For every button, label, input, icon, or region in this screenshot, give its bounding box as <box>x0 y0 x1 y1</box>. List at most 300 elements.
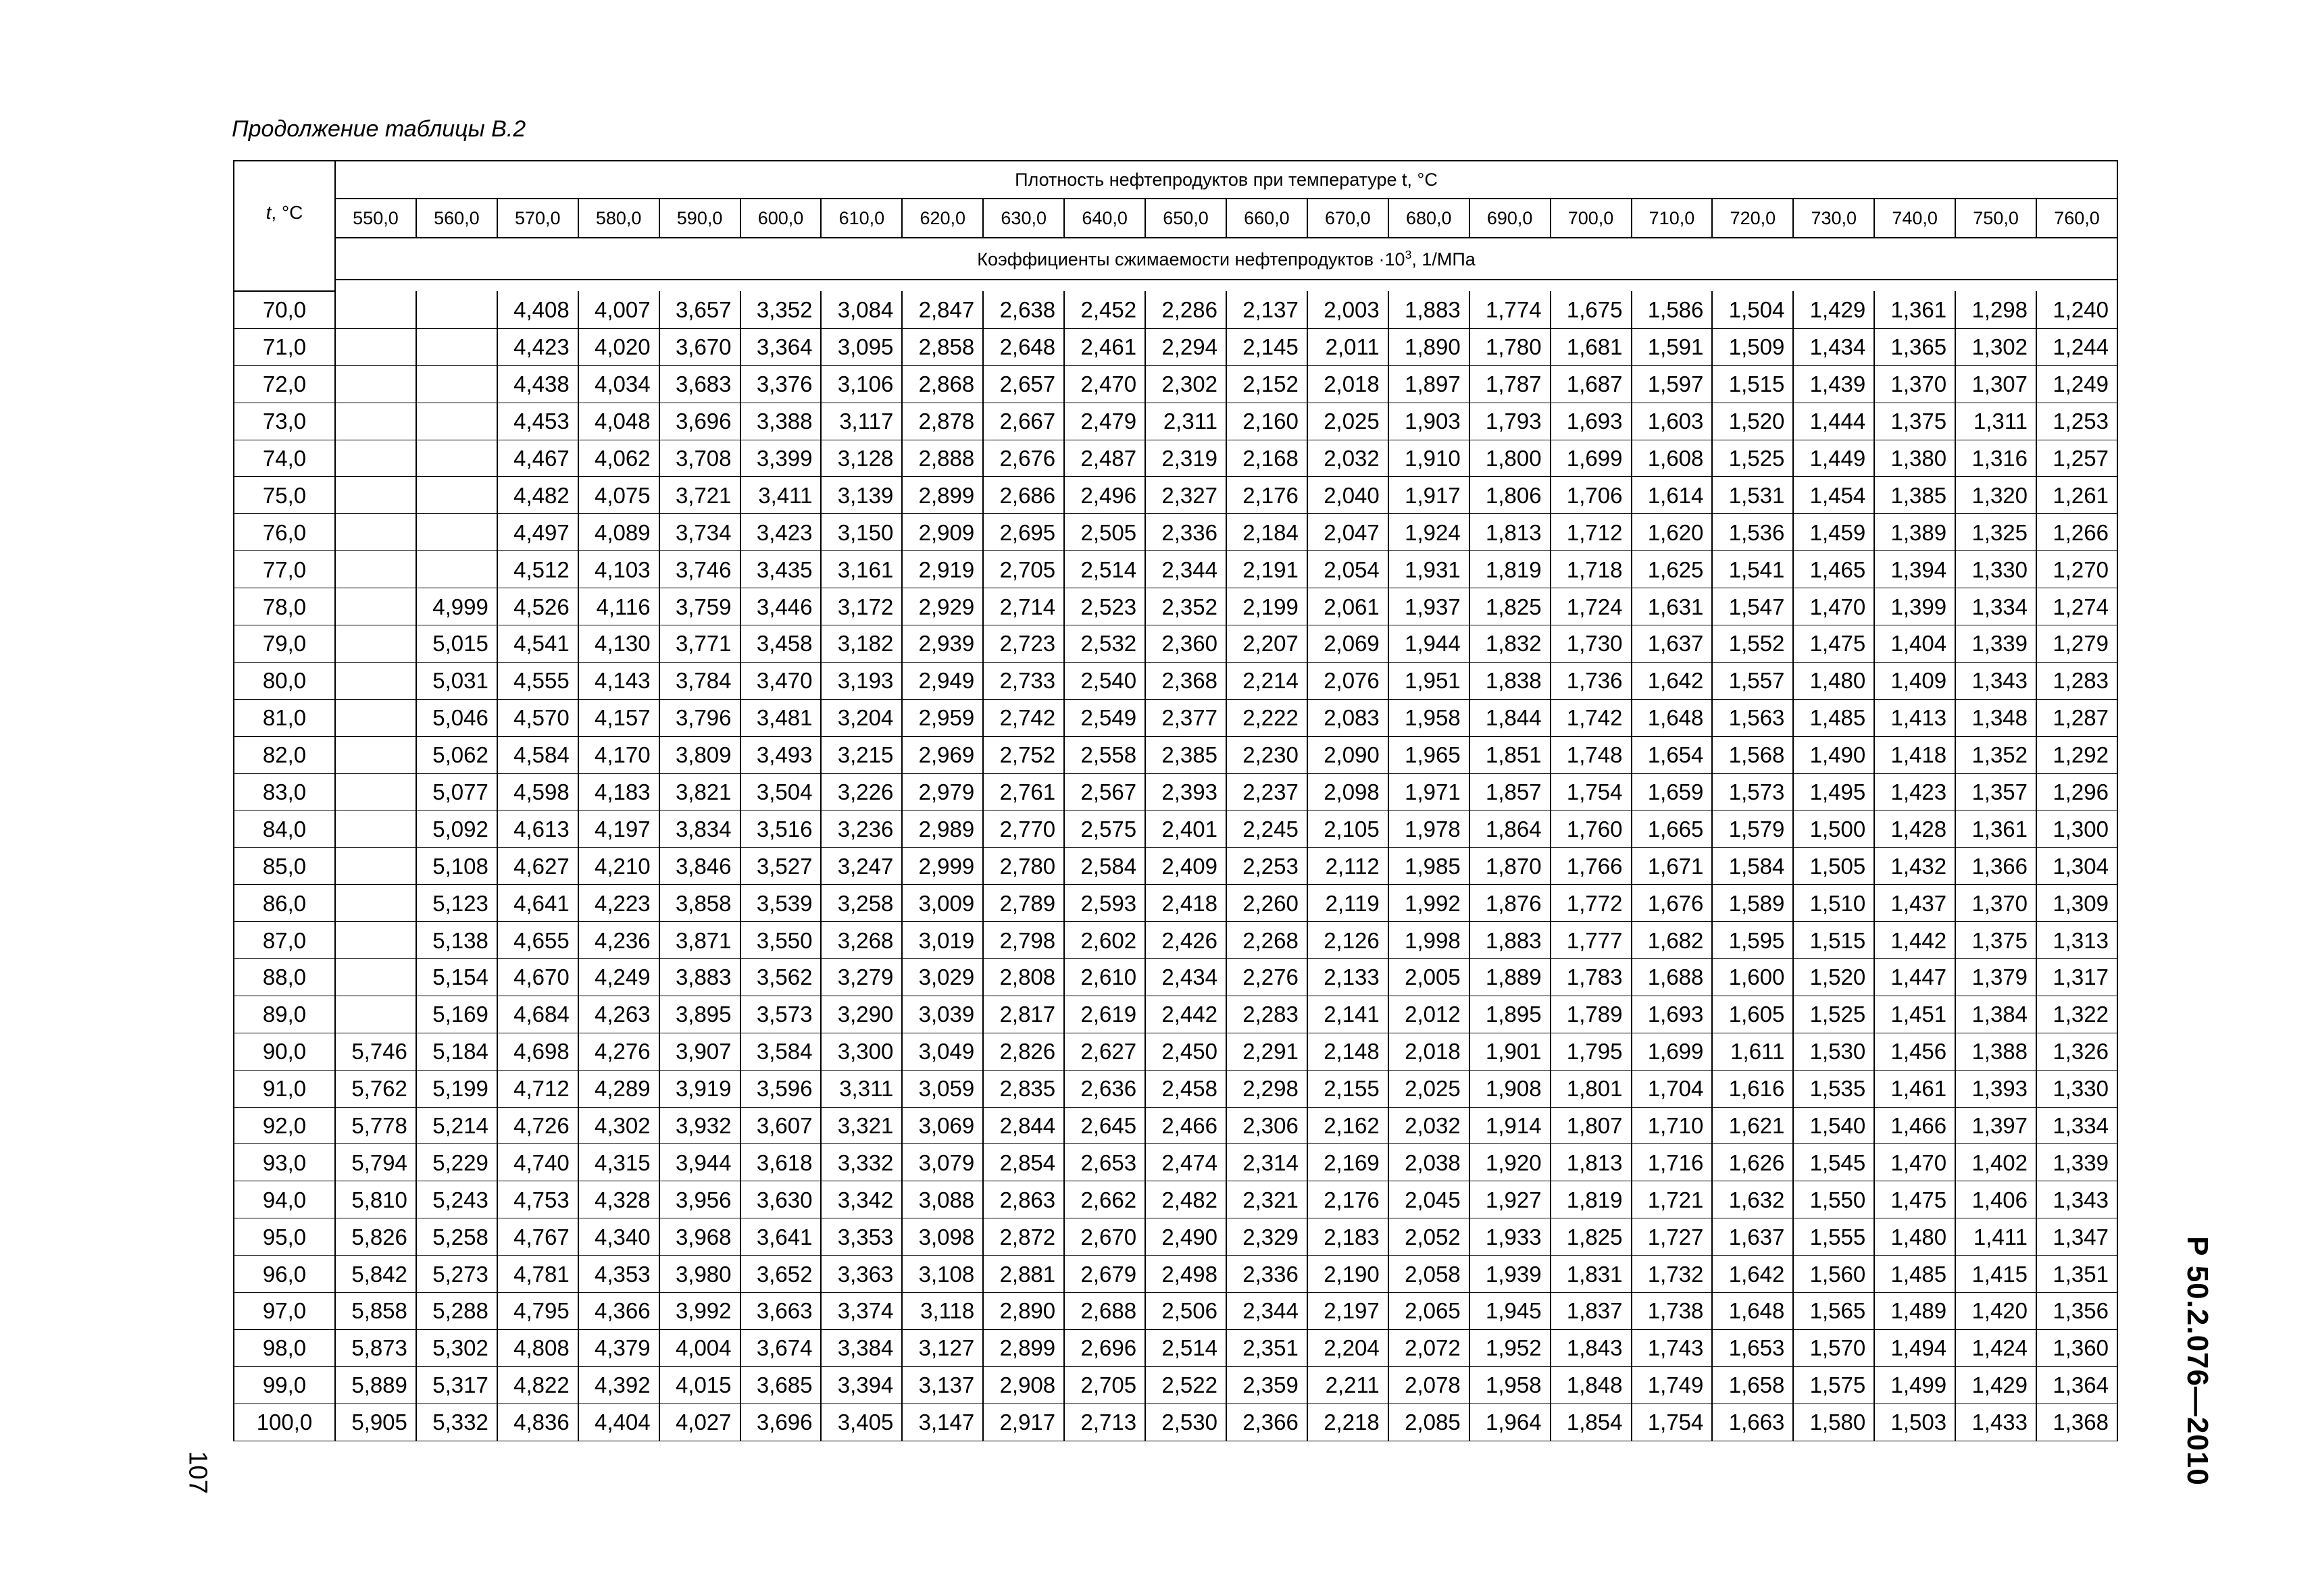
coefficient-cell: 2,344 <box>1226 1293 1307 1330</box>
table-row <box>234 440 2117 478</box>
coefficient-cell: 2,061 <box>1307 588 1388 625</box>
header-spacer <box>335 280 2117 291</box>
coefficient-cell: 1,910 <box>1388 440 1469 478</box>
coefficient-cell: 2,160 <box>1226 403 1307 440</box>
coefficient-cell: 3,182 <box>821 625 902 663</box>
coefficient-cell: 1,413 <box>1874 700 1955 737</box>
coefficient-cell: 1,924 <box>1388 514 1469 551</box>
coefficient-cell: 2,222 <box>1226 700 1307 737</box>
coefficient-cell: 3,919 <box>659 1071 740 1108</box>
coefficient-cell: 1,831 <box>1551 1256 1632 1293</box>
coefficient-cell: 2,959 <box>902 700 983 737</box>
coefficient-cell: 3,069 <box>902 1108 983 1145</box>
density-column-header: 650,0 <box>1145 199 1226 238</box>
density-column-header: 640,0 <box>1064 199 1145 238</box>
coefficient-cell: 2,899 <box>983 1330 1064 1367</box>
coefficient-cell: 2,514 <box>1064 551 1145 588</box>
coefficient-cell: 1,825 <box>1469 588 1551 625</box>
coefficient-cell: 4,526 <box>497 588 578 625</box>
coefficient-cell: 1,837 <box>1551 1293 1632 1330</box>
coefficient-cell: 2,919 <box>902 551 983 588</box>
coefficient-cell: 3,258 <box>821 885 902 922</box>
coefficient-cell: 5,842 <box>335 1256 416 1293</box>
coefficient-cell: 1,985 <box>1388 848 1469 885</box>
density-column-header: 560,0 <box>416 199 497 238</box>
coefficient-cell: 4,103 <box>578 551 659 588</box>
temperature-cell: 90,0 <box>234 1033 335 1071</box>
coefficient-cell: 1,270 <box>2036 551 2117 588</box>
coefficient-cell: 1,895 <box>1469 996 1551 1033</box>
coefficient-cell: 1,530 <box>1793 1033 1874 1071</box>
coefficient-cell: 3,137 <box>902 1367 983 1404</box>
coefficient-cell: 2,207 <box>1226 625 1307 663</box>
coefficient-cell: 2,705 <box>1064 1367 1145 1404</box>
coefficient-cell: 1,597 <box>1632 366 1713 403</box>
table-row <box>234 1144 2117 1181</box>
coefficient-cell: 1,965 <box>1388 737 1469 774</box>
coefficient-cell: 2,137 <box>1226 291 1307 329</box>
coefficient-cell: 5,154 <box>416 959 497 996</box>
coefficient-cell: 2,695 <box>983 514 1064 551</box>
coefficient-cell: 1,743 <box>1632 1330 1713 1367</box>
coefficient-cell: 3,696 <box>659 403 740 440</box>
coefficient-cell: 1,485 <box>1874 1256 1955 1293</box>
coefficient-cell: 1,361 <box>1955 810 2036 848</box>
coefficient-cell: 1,356 <box>2036 1293 2117 1330</box>
coefficient-cell: 2,359 <box>1226 1367 1307 1404</box>
coefficient-cell: 1,499 <box>1874 1367 1955 1404</box>
coefficient-cell: 1,257 <box>2036 440 2117 478</box>
coefficient-cell: 2,638 <box>983 291 1064 329</box>
coefficient-cell: 1,626 <box>1712 1144 1793 1181</box>
coefficient-cell: 1,470 <box>1793 588 1874 625</box>
temperature-cell: 79,0 <box>234 625 335 663</box>
coefficient-cell: 2,314 <box>1226 1144 1307 1181</box>
coefficient-cell: 1,433 <box>1955 1404 2036 1441</box>
coefficient-cell: 2,878 <box>902 403 983 440</box>
coefficient-cell: 2,752 <box>983 737 1064 774</box>
coefficient-cell: 2,058 <box>1388 1256 1469 1293</box>
coefficient-cell: 2,183 <box>1307 1218 1388 1256</box>
coefficient-cell: 1,766 <box>1551 848 1632 885</box>
coefficient-cell: 1,876 <box>1469 885 1551 922</box>
coefficient-cell: 2,868 <box>902 366 983 403</box>
coefficient-cell: 2,112 <box>1307 848 1388 885</box>
coefficient-cell: 2,723 <box>983 625 1064 663</box>
coefficient-cell: 1,429 <box>1793 291 1874 329</box>
coefficient-cell: 1,748 <box>1551 737 1632 774</box>
coefficient-cell: 2,276 <box>1226 959 1307 996</box>
coefficient-cell: 1,428 <box>1874 810 1955 848</box>
temperature-cell: 75,0 <box>234 477 335 514</box>
coefficient-cell: 1,406 <box>1955 1181 2036 1218</box>
coefficient-cell: 1,693 <box>1551 403 1632 440</box>
coefficient-cell: 2,584 <box>1064 848 1145 885</box>
table-body <box>234 291 2117 1441</box>
coefficient-cell: 2,888 <box>902 440 983 478</box>
coefficient-cell: 1,274 <box>2036 588 2117 625</box>
coefficient-cell: 2,105 <box>1307 810 1388 848</box>
coefficient-cell: 3,630 <box>740 1181 822 1218</box>
coefficient-cell: 2,366 <box>1226 1404 1307 1441</box>
coefficient-cell: 1,890 <box>1388 329 1469 366</box>
coefficient-cell: 5,229 <box>416 1144 497 1181</box>
coefficient-cell: 2,298 <box>1226 1071 1307 1108</box>
coefficient-cell: 3,895 <box>659 996 740 1033</box>
density-column-header: 670,0 <box>1307 199 1388 238</box>
coefficient-cell: 2,065 <box>1388 1293 1469 1330</box>
coefficient-cell: 1,958 <box>1388 700 1469 737</box>
coefficient-cell: 3,290 <box>821 996 902 1033</box>
coefficient-cell: 3,226 <box>821 774 902 811</box>
temperature-cell: 88,0 <box>234 959 335 996</box>
coefficient-cell: 4,808 <box>497 1330 578 1367</box>
coefficient-cell: 2,452 <box>1064 291 1145 329</box>
temperature-cell: 89,0 <box>234 996 335 1033</box>
coefficient-cell: 1,311 <box>1955 403 2036 440</box>
coefficient-cell: 1,787 <box>1469 366 1551 403</box>
coefficient-cell: 2,686 <box>983 477 1064 514</box>
coefficient-cell: 2,899 <box>902 477 983 514</box>
coefficient-cell: 2,306 <box>1226 1108 1307 1145</box>
coefficient-cell: 3,172 <box>821 588 902 625</box>
density-column-header: 550,0 <box>335 199 416 238</box>
coefficient-cell <box>335 885 416 922</box>
coefficient-cell: 1,851 <box>1469 737 1551 774</box>
coefficient-cell: 1,600 <box>1712 959 1793 996</box>
coefficient-cell: 1,616 <box>1712 1071 1793 1108</box>
temperature-cell: 77,0 <box>234 551 335 588</box>
coefficient-cell: 1,557 <box>1712 663 1793 700</box>
coefficient-cell: 3,759 <box>659 588 740 625</box>
coefficient-cell: 2,230 <box>1226 737 1307 774</box>
coefficient-cell: 1,397 <box>1955 1108 2036 1145</box>
coefficient-cell: 1,749 <box>1632 1367 1713 1404</box>
coefficient-cell: 1,555 <box>1793 1218 1874 1256</box>
temperature-cell: 87,0 <box>234 922 335 959</box>
coefficient-cell: 5,288 <box>416 1293 497 1330</box>
coefficient-cell: 2,593 <box>1064 885 1145 922</box>
coefficient-cell: 3,311 <box>821 1071 902 1108</box>
coefficient-cell: 3,550 <box>740 922 822 959</box>
coefficient-cell: 1,343 <box>2036 1181 2117 1218</box>
coefficient-cell: 1,451 <box>1874 996 1955 1033</box>
coefficient-cell: 2,532 <box>1064 625 1145 663</box>
coefficient-cell: 1,384 <box>1955 996 2036 1033</box>
coefficient-cell: 4,089 <box>578 514 659 551</box>
coefficient-cell: 1,330 <box>1955 551 2036 588</box>
coefficient-cell <box>335 700 416 737</box>
coefficient-cell: 3,279 <box>821 959 902 996</box>
coefficient-cell: 1,897 <box>1388 366 1469 403</box>
coefficient-cell: 1,914 <box>1469 1108 1551 1145</box>
coefficient-cell: 1,375 <box>1955 922 2036 959</box>
coefficient-cell: 1,870 <box>1469 848 1551 885</box>
coefficient-cell <box>335 663 416 700</box>
coefficient-cell: 1,883 <box>1388 291 1469 329</box>
coefficient-cell: 1,480 <box>1793 663 1874 700</box>
coefficient-cell: 4,015 <box>659 1367 740 1404</box>
coefficient-cell <box>335 774 416 811</box>
coefficient-cell: 1,489 <box>1874 1293 1955 1330</box>
coefficient-cell: 4,482 <box>497 477 578 514</box>
coefficient-cell <box>335 588 416 625</box>
coefficient-cell: 1,503 <box>1874 1404 1955 1441</box>
coefficient-cell: 1,326 <box>2036 1033 2117 1071</box>
coefficient-cell: 2,321 <box>1226 1181 1307 1218</box>
coefficient-cell: 2,377 <box>1145 700 1226 737</box>
coefficient-cell: 1,653 <box>1712 1330 1793 1367</box>
coefficient-cell: 2,168 <box>1226 440 1307 478</box>
coefficient-cell: 1,351 <box>2036 1256 2117 1293</box>
coefficient-cell: 2,005 <box>1388 959 1469 996</box>
coefficient-cell: 2,237 <box>1226 774 1307 811</box>
table-row <box>234 1367 2117 1404</box>
coefficient-cell: 4,276 <box>578 1033 659 1071</box>
coefficient-cell: 1,658 <box>1712 1367 1793 1404</box>
coefficient-cell: 5,092 <box>416 810 497 848</box>
coefficient-cell: 1,671 <box>1632 848 1713 885</box>
coefficient-cell: 2,393 <box>1145 774 1226 811</box>
coefficient-cell: 2,162 <box>1307 1108 1388 1145</box>
coefficient-cell: 1,480 <box>1874 1218 1955 1256</box>
coefficient-cell: 2,072 <box>1388 1330 1469 1367</box>
coefficient-cell: 1,429 <box>1955 1367 2036 1404</box>
density-column-header: 690,0 <box>1469 199 1551 238</box>
temperature-cell: 95,0 <box>234 1218 335 1256</box>
coefficient-cell: 4,034 <box>578 366 659 403</box>
coefficient-cell: 2,385 <box>1145 737 1226 774</box>
coefficient-cell: 4,836 <box>497 1404 578 1441</box>
coefficient-cell: 4,570 <box>497 700 578 737</box>
coefficient-cell: 4,423 <box>497 329 578 366</box>
coefficient-cell: 2,908 <box>983 1367 1064 1404</box>
coefficient-cell: 1,434 <box>1793 329 1874 366</box>
coefficient-cell: 2,197 <box>1307 1293 1388 1330</box>
temperature-cell: 84,0 <box>234 810 335 848</box>
coefficient-cell: 2,025 <box>1307 403 1388 440</box>
coefficient-cell: 1,573 <box>1712 774 1793 811</box>
table-row <box>234 1071 2117 1108</box>
coefficient-cell: 3,215 <box>821 737 902 774</box>
coefficient-cell: 2,018 <box>1388 1033 1469 1071</box>
coefficient-cell: 1,637 <box>1712 1218 1793 1256</box>
coefficient-cell: 1,550 <box>1793 1181 1874 1218</box>
coefficient-cell: 4,670 <box>497 959 578 996</box>
coefficient-cell: 1,525 <box>1793 996 1874 1033</box>
coefficient-cell: 3,685 <box>740 1367 822 1404</box>
density-column-header: 620,0 <box>902 199 983 238</box>
coefficient-cell: 1,352 <box>1955 737 2036 774</box>
coefficient-cell: 2,052 <box>1388 1218 1469 1256</box>
temperature-cell: 74,0 <box>234 440 335 478</box>
temperature-cell: 85,0 <box>234 848 335 885</box>
coefficient-cell: 1,760 <box>1551 810 1632 848</box>
coefficient-cell: 3,435 <box>740 551 822 588</box>
coefficient-cell: 4,404 <box>578 1404 659 1441</box>
coefficient-cell: 1,754 <box>1551 774 1632 811</box>
coefficient-cell: 4,781 <box>497 1256 578 1293</box>
coefficient-cell: 3,821 <box>659 774 740 811</box>
coefficient-cell: 2,798 <box>983 922 1064 959</box>
coefficient-cell: 2,733 <box>983 663 1064 700</box>
coefficient-cell: 1,843 <box>1551 1330 1632 1367</box>
coefficient-cell: 4,712 <box>497 1071 578 1108</box>
coefficient-cell: 3,095 <box>821 329 902 366</box>
coefficient-cell: 1,347 <box>2036 1218 2117 1256</box>
coefficient-cell: 1,385 <box>1874 477 1955 514</box>
coefficient-cell: 2,126 <box>1307 922 1388 959</box>
coefficient-cell: 1,631 <box>1632 588 1713 625</box>
coefficient-cell: 2,770 <box>983 810 1064 848</box>
coefficient-cell: 3,674 <box>740 1330 822 1367</box>
coefficient-cell: 2,148 <box>1307 1033 1388 1071</box>
coefficient-cell: 1,470 <box>1874 1144 1955 1181</box>
coefficient-cell: 2,218 <box>1307 1404 1388 1441</box>
coefficient-cell: 5,794 <box>335 1144 416 1181</box>
table-row <box>234 551 2117 588</box>
coefficient-cell: 3,809 <box>659 737 740 774</box>
coefficient-cell: 3,079 <box>902 1144 983 1181</box>
coefficient-cell: 1,730 <box>1551 625 1632 663</box>
coefficient-cell: 2,003 <box>1307 291 1388 329</box>
table-row <box>234 1033 2117 1071</box>
coefficient-cell: 1,447 <box>1874 959 1955 996</box>
coefficient-cell: 1,952 <box>1469 1330 1551 1367</box>
coefficient-cell: 5,046 <box>416 700 497 737</box>
coefficient-cell: 1,642 <box>1632 663 1713 700</box>
coefficient-cell: 3,321 <box>821 1108 902 1145</box>
table-row <box>234 774 2117 811</box>
coefficient-cell: 2,863 <box>983 1181 1064 1218</box>
coefficient-cell <box>335 551 416 588</box>
coefficient-cell: 2,470 <box>1064 366 1145 403</box>
coefficient-cell: 1,520 <box>1712 403 1793 440</box>
table-row <box>234 1108 2117 1145</box>
coefficient-cell: 2,627 <box>1064 1033 1145 1071</box>
coefficient-cell: 4,116 <box>578 588 659 625</box>
coefficient-cell: 2,667 <box>983 403 1064 440</box>
coefficient-cell: 4,795 <box>497 1293 578 1330</box>
coefficient-cell: 3,584 <box>740 1033 822 1071</box>
coefficient-cell: 5,077 <box>416 774 497 811</box>
coefficient-cell: 1,509 <box>1712 329 1793 366</box>
coefficient-cell: 4,438 <box>497 366 578 403</box>
coefficient-cell <box>416 514 497 551</box>
coefficient-cell: 1,777 <box>1551 922 1632 959</box>
coefficient-cell: 3,708 <box>659 440 740 478</box>
coefficient-cell: 3,364 <box>740 329 822 366</box>
coefficient-cell: 3,019 <box>902 922 983 959</box>
coefficient-cell: 2,409 <box>1145 848 1226 885</box>
coefficient-cell: 2,327 <box>1145 477 1226 514</box>
coefficient-cell: 5,762 <box>335 1071 416 1108</box>
coefficient-cell: 2,311 <box>1145 403 1226 440</box>
coefficient-cell: 5,858 <box>335 1293 416 1330</box>
coefficient-cell: 1,654 <box>1632 737 1713 774</box>
coefficient-cell: 1,402 <box>1955 1144 2036 1181</box>
coefficient-cell: 1,298 <box>1955 291 2036 329</box>
coefficient-cell: 2,352 <box>1145 588 1226 625</box>
coefficient-cell: 2,245 <box>1226 810 1307 848</box>
coefficient-cell: 2,458 <box>1145 1071 1226 1108</box>
density-column-header: 580,0 <box>578 199 659 238</box>
coefficient-cell: 3,481 <box>740 700 822 737</box>
coefficient-cell: 3,907 <box>659 1033 740 1071</box>
coefficient-cell: 1,325 <box>1955 514 2036 551</box>
coefficient-cell: 1,676 <box>1632 885 1713 922</box>
coefficient-cell: 3,968 <box>659 1218 740 1256</box>
coefficient-cell: 5,889 <box>335 1367 416 1404</box>
density-column-header: 660,0 <box>1226 199 1307 238</box>
coefficient-cell: 1,920 <box>1469 1144 1551 1181</box>
coefficient-cell: 3,353 <box>821 1218 902 1256</box>
coefficient-cell: 3,493 <box>740 737 822 774</box>
coefficient-cell: 1,490 <box>1793 737 1874 774</box>
table-row <box>234 1181 2117 1218</box>
coefficient-cell: 1,795 <box>1551 1033 1632 1071</box>
coefficient-cell: 1,495 <box>1793 774 1874 811</box>
coefficient-cell: 1,475 <box>1874 1181 1955 1218</box>
coefficient-cell: 2,336 <box>1145 514 1226 551</box>
table-row <box>234 700 2117 737</box>
coefficient-cell <box>416 329 497 366</box>
coefficient-cell: 1,459 <box>1793 514 1874 551</box>
temperature-cell: 91,0 <box>234 1071 335 1108</box>
coefficient-cell: 3,734 <box>659 514 740 551</box>
coefficient-cell: 1,774 <box>1469 291 1551 329</box>
coefficient-cell: 2,474 <box>1145 1144 1226 1181</box>
coefficient-cell: 2,253 <box>1226 848 1307 885</box>
coefficient-cell: 4,767 <box>497 1218 578 1256</box>
coefficient-cell: 1,682 <box>1632 922 1713 959</box>
coefficient-cell: 2,505 <box>1064 514 1145 551</box>
coefficient-cell: 1,908 <box>1469 1071 1551 1108</box>
coefficient-cell: 2,496 <box>1064 477 1145 514</box>
coefficient-cell: 3,332 <box>821 1144 902 1181</box>
coefficient-cell: 2,329 <box>1226 1218 1307 1256</box>
coefficient-cell: 2,336 <box>1226 1256 1307 1293</box>
coefficient-cell: 2,360 <box>1145 625 1226 663</box>
coefficient-cell: 1,819 <box>1469 551 1551 588</box>
coefficient-cell: 2,434 <box>1145 959 1226 996</box>
coefficient-cell: 2,032 <box>1388 1108 1469 1145</box>
coefficient-cell: 3,009 <box>902 885 983 922</box>
coefficient-cell: 1,361 <box>1874 291 1955 329</box>
coefficient-cell: 2,344 <box>1145 551 1226 588</box>
coefficient-cell: 4,170 <box>578 737 659 774</box>
coefficient-cell: 4,210 <box>578 848 659 885</box>
coefficient-cell: 1,485 <box>1793 700 1874 737</box>
temperature-cell: 94,0 <box>234 1181 335 1218</box>
coefficient-cell: 1,883 <box>1469 922 1551 959</box>
coefficient-cell: 5,873 <box>335 1330 416 1367</box>
coefficient-cell: 4,340 <box>578 1218 659 1256</box>
coefficient-cell: 2,979 <box>902 774 983 811</box>
coefficient-cell: 1,614 <box>1632 477 1713 514</box>
coefficient-cell <box>335 514 416 551</box>
coefficient-cell: 1,939 <box>1469 1256 1551 1293</box>
coefficient-cell: 2,575 <box>1064 810 1145 848</box>
coefficient-cell: 2,141 <box>1307 996 1388 1033</box>
coefficient-cell: 3,784 <box>659 663 740 700</box>
coefficient-cell: 2,133 <box>1307 959 1388 996</box>
coefficient-cell: 1,531 <box>1712 477 1793 514</box>
coefficient-cell: 2,705 <box>983 551 1064 588</box>
coefficient-cell: 3,573 <box>740 996 822 1033</box>
table-row <box>234 366 2117 403</box>
coefficient-cell: 1,560 <box>1793 1256 1874 1293</box>
